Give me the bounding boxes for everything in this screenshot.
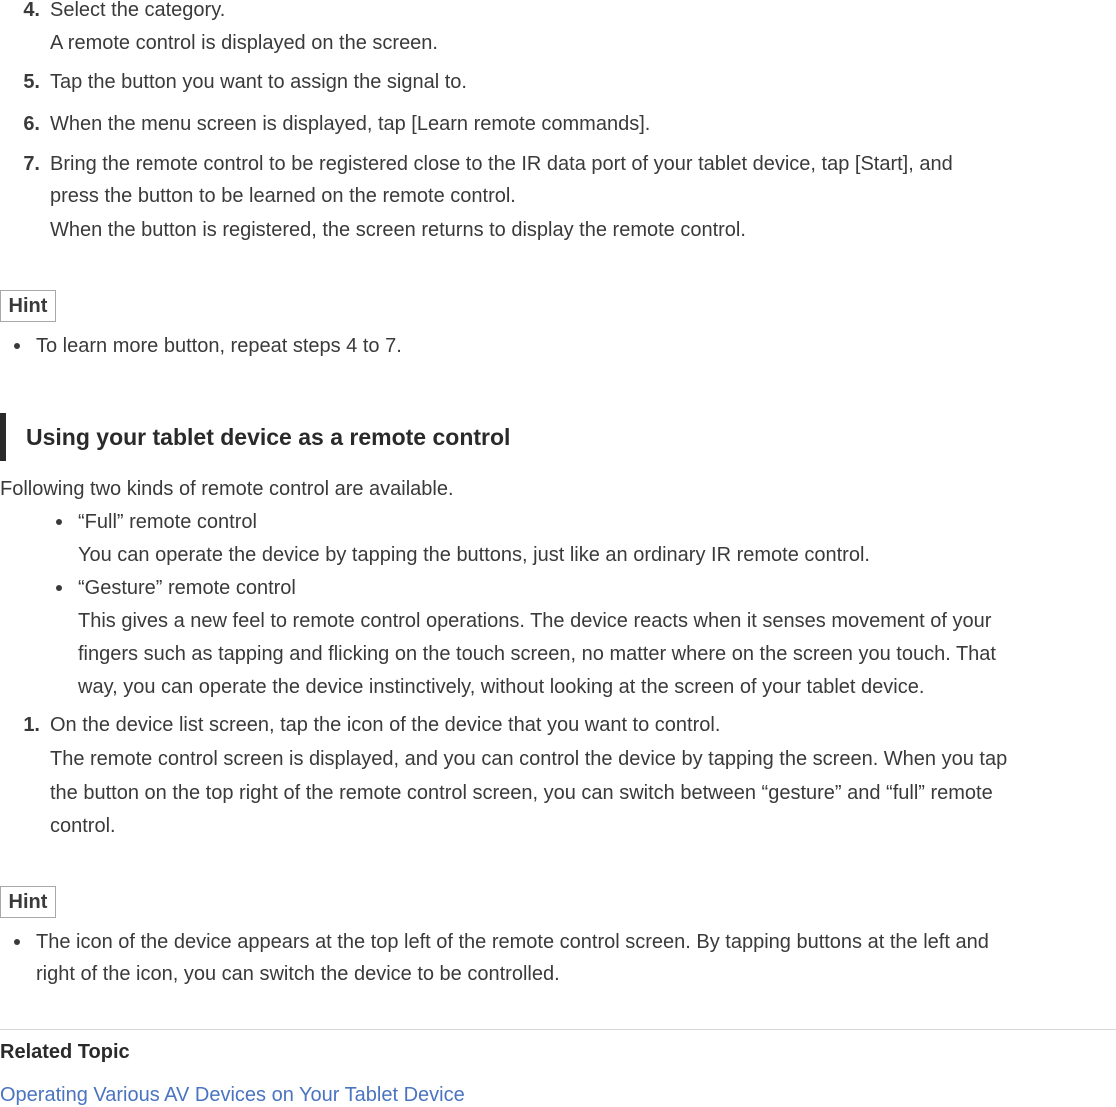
- hint-text: right of the icon, you can switch the device to be controlled.: [36, 963, 560, 985]
- bullet-icon: [14, 343, 20, 349]
- divider: [0, 1029, 1116, 1030]
- step-text: The remote control screen is displayed, and you can control the device by tapping the screen. When you tap: [50, 748, 1008, 770]
- hint-text: To learn more button, repeat steps 4 to 7.: [36, 335, 402, 357]
- section-intro: Following two kinds of remote control are available.: [0, 478, 454, 500]
- kind-text: This gives a new feel to remote control operations. The device reacts when it senses movement of your: [78, 610, 992, 632]
- related-topic-link[interactable]: Operating Various AV Devices on Your Tablet Device: [0, 1084, 465, 1106]
- hint-text: The icon of the device appears at the top left of the remote control screen. By tapping buttons at the left and: [36, 931, 989, 953]
- step-text: control.: [50, 815, 116, 837]
- step-text: Tap the button you want to assign the signal to.: [50, 71, 467, 93]
- kind-text: fingers such as tapping and flicking on the touch screen, no matter where on the screen you touch. That: [78, 643, 996, 665]
- bullet-icon: [56, 585, 62, 591]
- step-text: Select the category.: [50, 0, 226, 21]
- related-topic-heading: Related Topic: [0, 1041, 130, 1063]
- kind-text: You can operate the device by tapping the buttons, just like an ordinary IR remote control.: [78, 544, 870, 566]
- kind-title: “Full” remote control: [78, 511, 257, 533]
- step-text: press the button to be learned on the remote control.: [50, 185, 516, 207]
- hint-label: Hint: [0, 886, 56, 918]
- step-text: Bring the remote control to be registered close to the IR data port of your tablet device, tap [Start], and: [50, 153, 953, 175]
- section-title: Using your tablet device as a remote control: [26, 424, 511, 450]
- step-number: 6.: [23, 113, 40, 135]
- step-number: 7.: [23, 153, 40, 175]
- step-number: 4.: [23, 0, 40, 21]
- section-marker: [0, 413, 6, 461]
- step-text: A remote control is displayed on the screen.: [50, 32, 438, 54]
- step-text: the button on the top right of the remote control screen, you can switch between “gesture” and “full” remote: [50, 782, 993, 804]
- hint-label: Hint: [0, 290, 56, 322]
- step-text: When the menu screen is displayed, tap [Learn remote commands].: [50, 113, 651, 135]
- kind-title: “Gesture” remote control: [78, 577, 296, 599]
- bullet-icon: [14, 939, 20, 945]
- bullet-icon: [56, 519, 62, 525]
- step-text: When the button is registered, the screen returns to display the remote control.: [50, 219, 746, 241]
- step-number: 1.: [23, 714, 40, 736]
- kind-text: way, you can operate the device instinctively, without looking at the screen of your tablet device.: [78, 676, 925, 698]
- step-number: 5.: [23, 71, 40, 93]
- step-text: On the device list screen, tap the icon of the device that you want to control.: [50, 714, 721, 736]
